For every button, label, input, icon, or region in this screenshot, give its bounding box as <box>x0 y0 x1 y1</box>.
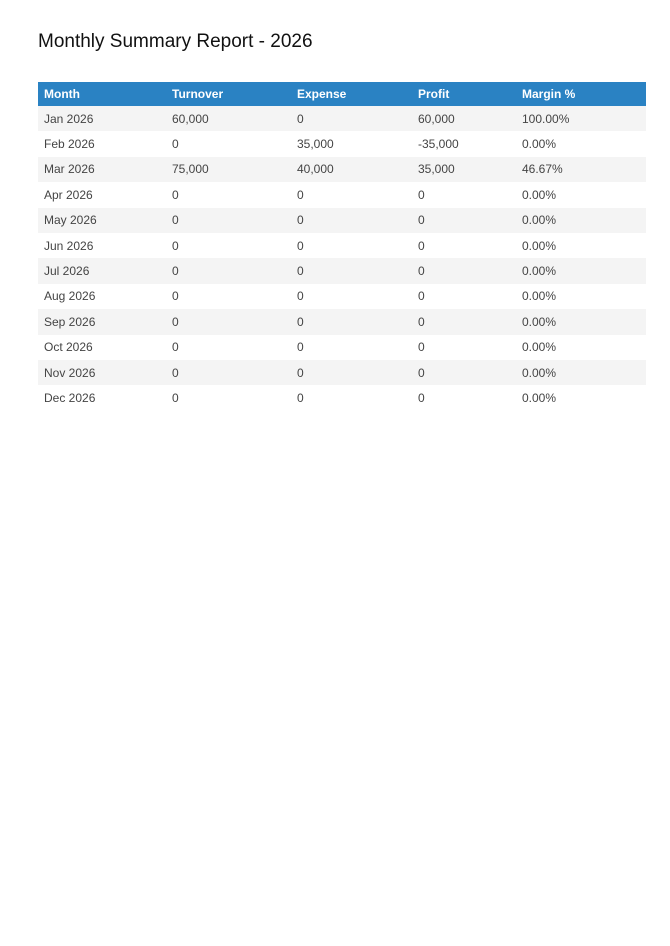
cell-margin: 0.00% <box>516 131 646 156</box>
cell-expense: 0 <box>291 106 412 131</box>
cell-profit: 60,000 <box>412 106 516 131</box>
cell-expense: 0 <box>291 208 412 233</box>
column-header-expense: Expense <box>291 82 412 106</box>
cell-month: May 2026 <box>38 208 166 233</box>
cell-profit: 0 <box>412 182 516 207</box>
cell-expense: 0 <box>291 360 412 385</box>
table-row <box>38 309 646 334</box>
cell-expense: 0 <box>291 258 412 283</box>
cell-month: Aug 2026 <box>38 284 166 309</box>
cell-profit: 0 <box>412 258 516 283</box>
cell-profit: -35,000 <box>412 131 516 156</box>
cell-expense: 0 <box>291 233 412 258</box>
table-row <box>38 182 646 207</box>
cell-margin: 0.00% <box>516 284 646 309</box>
cell-margin: 0.00% <box>516 258 646 283</box>
table-row <box>38 157 646 182</box>
table-header <box>38 82 646 106</box>
column-header-turnover: Turnover <box>166 82 291 106</box>
table-row <box>38 360 646 385</box>
cell-expense: 0 <box>291 182 412 207</box>
cell-margin: 0.00% <box>516 233 646 258</box>
cell-turnover: 0 <box>166 131 291 156</box>
cell-profit: 0 <box>412 233 516 258</box>
table-row <box>38 284 646 309</box>
cell-turnover: 0 <box>166 182 291 207</box>
column-header-month: Month <box>38 82 166 106</box>
cell-month: Jun 2026 <box>38 233 166 258</box>
table-row <box>38 131 646 156</box>
summary-table <box>38 82 646 411</box>
column-header-profit: Profit <box>412 82 516 106</box>
cell-expense: 0 <box>291 309 412 334</box>
cell-profit: 0 <box>412 360 516 385</box>
cell-profit: 0 <box>412 208 516 233</box>
cell-expense: 0 <box>291 385 412 410</box>
cell-expense: 35,000 <box>291 131 412 156</box>
cell-month: Dec 2026 <box>38 385 166 410</box>
cell-month: Mar 2026 <box>38 157 166 182</box>
cell-margin: 0.00% <box>516 335 646 360</box>
cell-margin: 0.00% <box>516 182 646 207</box>
table-row <box>38 258 646 283</box>
table-row <box>38 385 646 410</box>
cell-turnover: 0 <box>166 233 291 258</box>
cell-month: Oct 2026 <box>38 335 166 360</box>
page-title: Monthly Summary Report - 2026 <box>38 31 313 52</box>
cell-turnover: 0 <box>166 284 291 309</box>
cell-month: Jan 2026 <box>38 106 166 131</box>
table-row <box>38 106 646 131</box>
cell-month: Jul 2026 <box>38 258 166 283</box>
cell-margin: 0.00% <box>516 208 646 233</box>
cell-turnover: 60,000 <box>166 106 291 131</box>
cell-margin: 100.00% <box>516 106 646 131</box>
cell-expense: 40,000 <box>291 157 412 182</box>
table-row <box>38 335 646 360</box>
cell-turnover: 0 <box>166 309 291 334</box>
cell-turnover: 0 <box>166 360 291 385</box>
cell-margin: 0.00% <box>516 385 646 410</box>
cell-profit: 0 <box>412 335 516 360</box>
cell-turnover: 0 <box>166 208 291 233</box>
cell-month: Feb 2026 <box>38 131 166 156</box>
cell-profit: 0 <box>412 309 516 334</box>
cell-margin: 46.67% <box>516 157 646 182</box>
cell-turnover: 0 <box>166 258 291 283</box>
cell-month: Sep 2026 <box>38 309 166 334</box>
cell-turnover: 0 <box>166 335 291 360</box>
table-row <box>38 208 646 233</box>
table-row <box>38 233 646 258</box>
table-body <box>38 106 646 411</box>
cell-turnover: 75,000 <box>166 157 291 182</box>
cell-margin: 0.00% <box>516 309 646 334</box>
cell-margin: 0.00% <box>516 360 646 385</box>
column-header-margin: Margin % <box>516 82 646 106</box>
cell-profit: 0 <box>412 385 516 410</box>
cell-turnover: 0 <box>166 385 291 410</box>
cell-expense: 0 <box>291 284 412 309</box>
cell-profit: 0 <box>412 284 516 309</box>
cell-profit: 35,000 <box>412 157 516 182</box>
cell-expense: 0 <box>291 335 412 360</box>
header-row <box>38 82 646 106</box>
cell-month: Nov 2026 <box>38 360 166 385</box>
cell-month: Apr 2026 <box>38 182 166 207</box>
